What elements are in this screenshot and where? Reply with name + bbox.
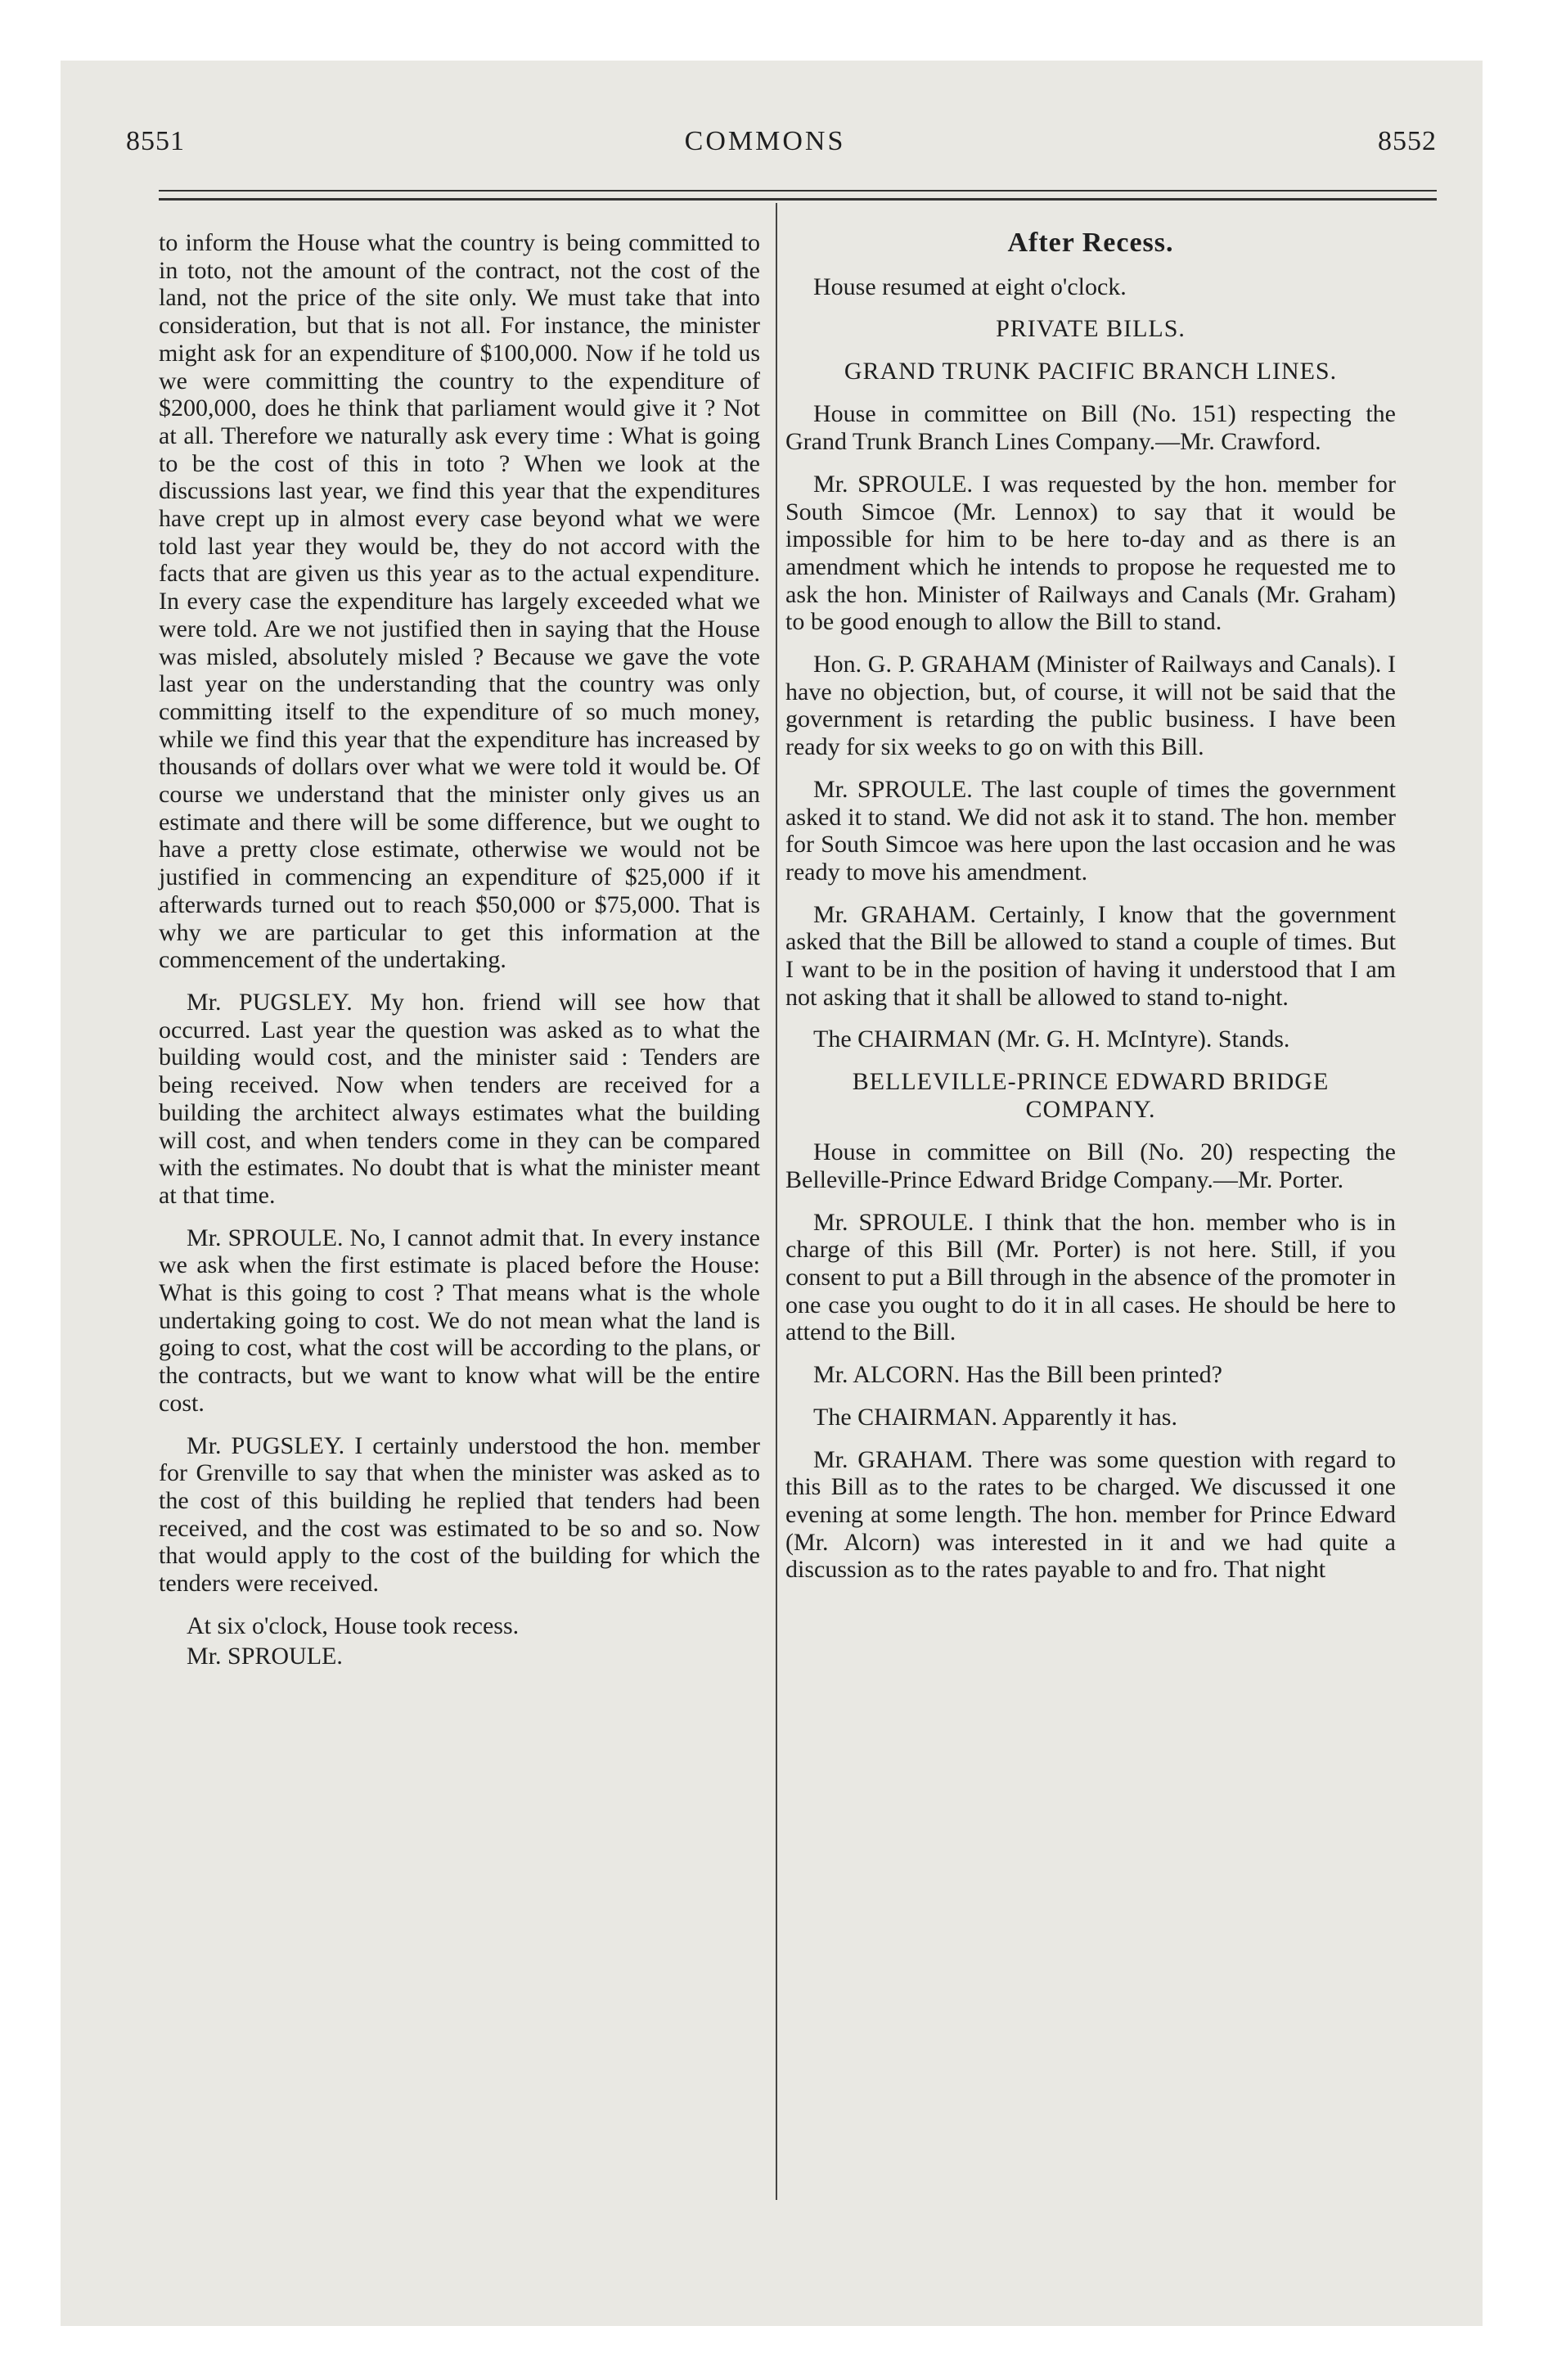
paragraph: Mr. SPROULE. [187,1643,343,1670]
paragraph: Hon. G. P. GRAHAM (Minister of Railways and Canals). I have no objection, but, of course, it will not be said that the government is retarding the public business. I have been ready for six weeks to go on with this Bill. [785,651,1396,761]
section-heading: PRIVATE BILLS. [996,315,1186,343]
paragraph: Mr. PUGSLEY. My hon. friend will see how that occurred. Last year the question was asked as to what the building would cost, and the minister said : Tenders are being received. Now when tenders are received for a building the architect always estimates what the building will cost, and when tenders come in they can be compared with the estimates. No doubt that is what the minister meant at that time. [159,988,760,1209]
paragraph: Mr. SPROULE. I was requested by the hon. member for South Simcoe (Mr. Lennox) to say that it would be impossible for him to be here to-day and as there is an amendment which he intends to propose he requested me to ask the hon. Minister of Railways and Canals (Mr. Graham) to be good enough to allow the Bill to stand. [785,470,1396,636]
paragraph: Mr. SPROULE. The last couple of times the government asked it to stand. We did not ask it to stand. The hon. member for South Simcoe was here upon the last occasion and he was ready to move his amendment. [785,775,1396,886]
paragraph: Mr. GRAHAM. Certainly, I know that the government asked that the Bill be allowed to stand a couple of times. But I want to be in the position of having it understood that I am not asking that it shall be allowed to stand to-night. [785,900,1396,1011]
paragraph: Mr. PUGSLEY. I certainly understood the hon. member for Grenville to say that when the minister was asked as to the cost of this building he replied that tenders had been received, and the cost was estimated to be so and so. Now that would apply to the cost of the building for which the tenders were received. [159,1431,760,1598]
right-column [785,229,1396,1598]
page-number-right: 8552 [1378,126,1437,156]
section-heading: After Recess. [1007,228,1174,258]
page-header [93,106,1437,156]
page-number-left: 8551 [126,126,185,156]
hansard-page [93,106,1437,1670]
section-heading: GRAND TRUNK PACIFIC BRANCH LINES. [844,358,1338,385]
paragraph: The CHAIRMAN (Mr. G. H. McIntyre). Stands. [813,1025,1290,1053]
section-heading: BELLEVILLE-PRINCE EDWARD BRIDGE COMPANY. [852,1068,1330,1124]
running-title: COMMONS [684,126,846,156]
paragraph: At six o'clock, House took recess. [187,1611,520,1639]
header-rule-thin [159,190,1437,192]
paragraph: Mr. GRAHAM. There was some question with regard to this Bill as to the rates to be charged. We discussed it one evening at some length. The hon. member for Prince Edward (Mr. Alcorn) was interested in it and we had quite a discussion as to the rates payable to and fro. That night [785,1445,1396,1584]
paragraph: The CHAIRMAN. Apparently it has. [813,1403,1177,1431]
paragraph: to inform the House what the country is being committed to in toto, not the amount of the contract, not the cost of the land, not the price of the site only. We must take that into consideration, but that is not all. For instance, the minister might ask for an expenditure of $100,000. Now if he told us we were committing the country to the expenditure of $200,000, does he think that parliament would give it ? Not at all. Therefore we naturally ask every time : What is going to be the cost of this in toto ? When we look at the discussions last year, we find this year that the expenditures have crept up in almost every case beyond what we were told last year they would be, they do not accord with the facts that are given us this year as to the actual expenditure. In every case the expenditure has largely exceeded what we were told. Are we not justified then in saying that the House was misled, absolutely misled ? Because we gave the vote last year on the understanding that the country was only committing itself to the expenditure of so much money, while we find this year that the expenditure has increased by thousands of dollars over what we were told it would be. Of course we understand that the minister only gives us an estimate and there will be some difference, but we ought to have a pretty close estimate, otherwise we would not be justified in commencing an expenditure of $25,000 if it afterwards turned out to reach $50,000 or $75,000. That is why we are particular to get this information at the commencement of the undertaking. [159,229,760,974]
header-rule-thick [159,198,1437,201]
paragraph: Mr. SPROULE. I think that the hon. member who is in charge of this Bill (Mr. Porter) is not here. Still, if you consent to put a Bill through in the absence of the promoter in one case you ought to do it in all cases. He should be here to attend to the Bill. [785,1208,1396,1346]
paragraph: House in committee on Bill (No. 151) respecting the Grand Trunk Branch Lines Company.—Mr. Crawford. [785,400,1396,456]
left-column [159,229,760,1685]
column-divider [776,203,777,2200]
paragraph: House in committee on Bill (No. 20) respecting the Belleville-Prince Edward Bridge Company.—Mr. Porter. [785,1138,1396,1193]
paragraph: Mr. SPROULE. No, I cannot admit that. In every instance we ask when the first estimate is placed before the House: What is this going to cost ? That means what is the whole undertaking going to cost. We do not mean what the land is going to cost, what the cost will be according to the plans, or the contracts, but we want to know what will be the entire cost. [159,1224,760,1417]
paragraph: House resumed at eight o'clock. [813,273,1127,300]
paragraph: Mr. ALCORN. Has the Bill been printed? [813,1361,1222,1389]
